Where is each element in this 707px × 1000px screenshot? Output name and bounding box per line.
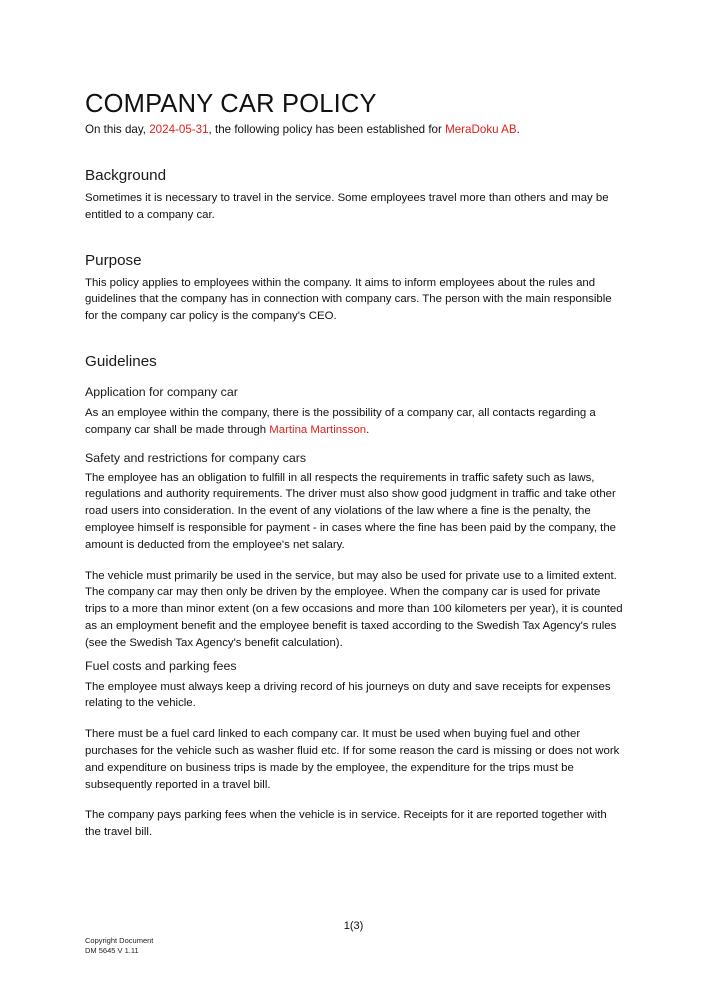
fuel-paragraph-2: There must be a fuel card linked to each company car. It must be used when buying fuel and other purchases for the vehicle such as washer fluid etc. If for some reason the card is missing or does not work and expenditure on business trips is made by the employee, the expenditure for the trips must be subsequently reported in a travel bill. [85, 728, 620, 791]
guidelines-heading: Guidelines [85, 352, 157, 370]
copyright-label: Copyright Document [85, 936, 154, 945]
background-text: Sometimes it is necessary to travel in the service. Some employees travel more than others and may be entitled to a company car. [85, 192, 609, 221]
document-title: COMPANY CAR POLICY [85, 90, 377, 118]
background-heading: Background [85, 167, 167, 184]
purpose-heading: Purpose [85, 251, 142, 269]
intro-prefix: On this day, [85, 123, 150, 136]
application-heading: Application for company car [85, 384, 238, 399]
application-text [85, 405, 625, 439]
safety-paragraph-1: The employee has an obligation to fulfill in all respects the requirements in traffic safety such as laws, regulations and authority requirements. The driver must also show good judgment in traffic and take other road users into consideration. In the event of any violations of the law where a fine is the penalty, the employee himself is responsible for payment - in cases where the fine has been paid by the company, the amount is deducted from the employee's net salary. [85, 471, 617, 551]
fuel-paragraph-1: The employee must always keep a driving record of his journeys on duty and save receipts for expenses relating to the vehicle. [85, 680, 611, 710]
intro-line [85, 121, 625, 138]
fuel-heading: Fuel costs and parking fees [85, 658, 237, 673]
application-text-after: . [366, 423, 370, 436]
intro-suffix: . [516, 123, 520, 136]
document-content [85, 88, 625, 841]
document-version: DM 5645 V 1.11 [85, 946, 139, 955]
company-name: MeraDoku AB [445, 123, 517, 136]
purpose-text: This policy applies to employees within the company. It aims to inform employees about the rules and guidelines that the company has in connection with company cars. The person with the main responsible for the company car policy is the company's CEO. [85, 276, 612, 323]
intro-middle: , the following policy has been established for [208, 123, 446, 136]
page-number: 1(3) [343, 920, 364, 932]
contact-name: Martina Martinsson [269, 423, 367, 436]
application-text-before: As an employee within the company, there is the possibility of a company car, all contacts regarding a company car shall be made through [85, 406, 596, 436]
safety-heading: Safety and restrictions for company cars [85, 450, 307, 465]
safety-paragraph-2: The vehicle must primarily be used in the service, but may also be used for private use to a limited extent. The company car may then only be driven by the employee. When the company car is used for private trips to a more than minor extent (on a few occasions and more than 100 kilometers per year), it is counted as an employment benefit and the employee benefit is taxed according to the Swedish Tax Agency's rules (see the Swedish Tax Agency's benefit calculation). [85, 569, 623, 649]
fuel-paragraph-3: The company pays parking fees when the vehicle is in service. Receipts for it are reported together with the travel bill. [85, 809, 607, 839]
footer-copyright [85, 936, 153, 956]
policy-date: 2024-05-31 [149, 123, 209, 136]
